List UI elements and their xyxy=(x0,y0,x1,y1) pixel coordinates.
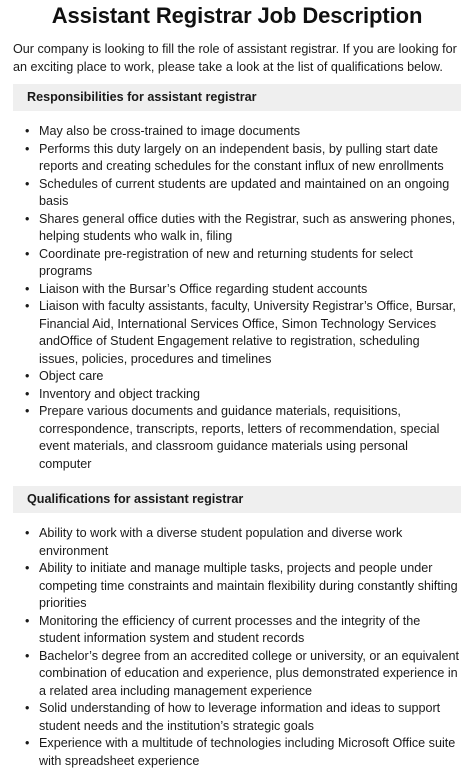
qualifications-list xyxy=(13,525,461,770)
bullet-icon: • xyxy=(25,211,30,226)
list-item-text: Schedules of current students are updated and maintained on an ongoing basis xyxy=(39,176,450,208)
bullet-icon: • xyxy=(25,404,30,418)
list-item xyxy=(25,700,461,735)
bullet-icon: • xyxy=(25,386,30,401)
bullet-icon: • xyxy=(25,648,30,663)
list-item-text: May also be cross-trained to image documents xyxy=(39,124,301,138)
intro-paragraph: Our company is looking to fill the role of assistant registrar. If you are looking for an exciting place to work, please take a look at the list of qualifications below. xyxy=(13,42,457,74)
list-item xyxy=(25,141,461,176)
bullet-icon: • xyxy=(25,526,30,540)
bullet-icon: • xyxy=(25,736,30,750)
list-item xyxy=(25,403,461,473)
list-item xyxy=(25,246,461,281)
bullet-icon: • xyxy=(25,246,30,261)
list-item-text: Solid understanding of how to leverage information and ideas to support student needs and the institution’s strategic goals xyxy=(39,701,441,733)
bullet-icon: • xyxy=(25,141,30,156)
bullet-icon: • xyxy=(25,561,30,575)
list-item xyxy=(25,613,461,648)
bullet-icon: • xyxy=(25,369,30,383)
bullet-icon: • xyxy=(25,299,30,313)
list-item xyxy=(25,386,461,404)
responsibilities-list xyxy=(13,123,461,473)
list-item-text: Performs this duty largely on an independent basis, by pulling start date reports and creating schedules for the constant influx of new enrollments xyxy=(39,141,444,173)
list-item-text: Bachelor’s degree from an accredited college or university, or an equivalent combination of education and experience, plus demonstrated experience in a related area including management experience xyxy=(39,648,460,698)
bullet-icon: • xyxy=(25,613,30,628)
list-item xyxy=(25,735,461,770)
responsibilities-heading: Responsibilities for assistant registrar xyxy=(13,84,461,111)
list-item xyxy=(25,525,461,560)
list-item-text: Shares general office duties with the Registrar, such as answering phones, helping students who walk in, filing xyxy=(39,211,456,243)
list-item-text: Experience with a multitude of technologies including Microsoft Office suite with spreadsheet experience xyxy=(39,736,456,768)
list-item-text: Coordinate pre-registration of new and returning students for select programs xyxy=(39,246,413,278)
list-item xyxy=(25,560,461,613)
bullet-icon: • xyxy=(25,701,30,715)
bullet-icon: • xyxy=(25,124,30,138)
list-item-text: Ability to initiate and manage multiple tasks, projects and people under competing time constraints and maintain flexibility during constantly shifting priorities xyxy=(39,561,458,610)
qualifications-section xyxy=(13,486,461,770)
list-item xyxy=(25,123,461,141)
list-item xyxy=(25,648,461,701)
list-item xyxy=(25,211,461,246)
list-item xyxy=(25,281,461,299)
list-item-text: Prepare various documents and guidance materials, requisitions, correspondence, transcripts, reports, letters of recommendation, special event materials, and classroom guidance materials using personal computer xyxy=(39,404,440,471)
list-item-text: Object care xyxy=(39,369,104,383)
qualifications-heading: Qualifications for assistant registrar xyxy=(13,486,461,513)
page-title: Assistant Registrar Job Description xyxy=(51,3,423,28)
list-item xyxy=(25,368,461,386)
list-item-text: Liaison with faculty assistants, faculty, University Registrar’s Office, Bursar, Financial Aid, International Services Office, Simon Technology Services andOffice of Student Engagement relative to registration, scheduling issues, policies, procedures and timelines xyxy=(39,299,456,366)
list-item xyxy=(25,298,461,368)
responsibilities-section xyxy=(13,84,461,473)
list-item-text: Inventory and object tracking xyxy=(39,386,201,401)
bullet-icon: • xyxy=(25,176,30,191)
list-item-text: Liaison with the Bursar’s Office regarding student accounts xyxy=(39,281,368,296)
list-item xyxy=(25,176,461,211)
list-item-text: Ability to work with a diverse student population and diverse work environment xyxy=(39,526,403,558)
list-item-text: Monitoring the efficiency of current processes and the integrity of the student information system and student records xyxy=(39,613,421,645)
bullet-icon: • xyxy=(25,281,30,296)
